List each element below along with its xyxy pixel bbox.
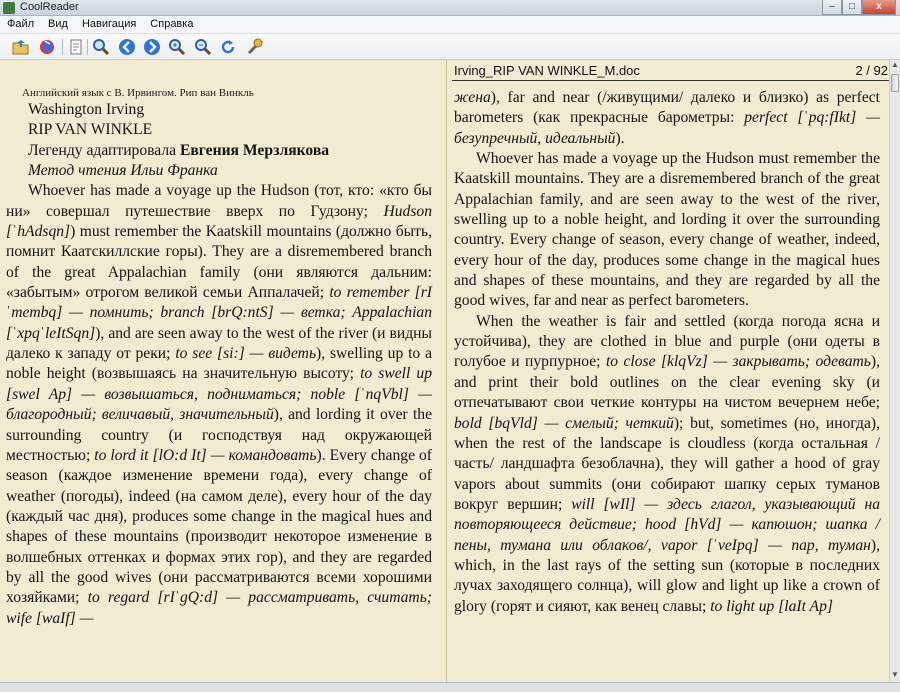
menu-file[interactable]: Файл [7,18,35,30]
close-button[interactable]: x [862,0,896,15]
toolbar [0,34,900,60]
maximize-button[interactable]: □ [842,0,862,15]
menu-help[interactable]: Справка [150,18,194,30]
back-icon[interactable] [117,37,137,57]
app-icon [3,2,15,14]
zoom-in-icon[interactable] [167,37,187,57]
vertical-scrollbar[interactable] [889,60,900,682]
recent-books-icon[interactable] [37,37,57,57]
status-bar [0,682,900,692]
paragraph: Whoever has made a voyage up the Hudson must remember the Kaatskill mountains. They are a disremembered branch of the great Appalachian family, and are seen away to the west of the river, swelling up to a noble height, and lording it over the surrounding country. Every change of season, every change of weather, indeed, every hour of the day, produces some change in the magical hues and shapes of these mountains, and they are regarded by all the good wives, far and near as perfect barometers. [454,150,880,310]
page-header-left: Английский язык с В. Ирвингом. Рип ван Винкль [22,87,254,99]
method-line: Метод чтения Ильи Франка [28,162,218,180]
paragraph: Whoever has made a voyage up the Hudson (тот, кто: «кто бы ни» совершал путешествие вверх по Гудзону; Hudson [ˈhAdsqn]) must remember the Kaatskill mountains (должно быть, помнит Каатскиллские горы). They are a disremembered branch of the great Appalachian family (они являются дальним: «забытым» отрогом великой семьи Аппалачей; to remember [rIˈmembq] — помнить; branch [brQ:ntS] — ветка; Appalachian [ˈxpqˈleItSqn]), and are seen away to the west of the river (и видны далеко к западу от реки; to see [si:] — видеть), swelling up to a noble height (возвышаясь на значительную высоту; to swell up [swel Ap] — возвышаться, подниматься; noble [ˈnqVbl] — благородный; величавый, значительный), and lording it over the surrounding country (и господствуя над окружающей местностью; to lord it [lO:d It] — командовать). Every change of season (каждое изменение времени года), every change of weather (погоды), indeed (на самом деле), every hour of the day (каждый час дня), produces some change in the magical hues and shapes of these mountains (производит некоторое изменение в волшебных оттенках и формах этих гор), and they are regarded by all the good wives (они рассматриваются всеми хорошими хозяйками; to regard [rIˈgQ:d] — рассматривать, считать; wife [waIf] — [6,182,433,627]
title-bar [0,0,900,16]
toc-icon[interactable] [66,37,86,57]
scroll-up-icon[interactable]: ▲ [891,60,899,69]
menu-navigation[interactable]: Навигация [81,18,137,30]
left-page-text [6,100,432,629]
page-number: 2 / 92 [855,63,888,78]
paragraph: жена), far and near (/живущими/ далеко и близко) as perfect barometers (как прекрасные барометры: perfect [ˈpq:fIkt] — безупречный, идеальный). [454,89,880,147]
open-file-icon[interactable] [11,37,31,57]
menu-view[interactable]: Вид [48,18,68,30]
zoom-out-icon[interactable] [193,37,213,57]
book-title: RIP VAN WINKLE [28,121,153,139]
right-page-text [454,88,880,617]
menu-bar [0,16,900,34]
page-header-right [452,62,889,81]
rotate-icon[interactable] [218,37,238,57]
scrollbar-thumb[interactable] [891,74,899,92]
window-title: CoolReader [20,1,79,13]
settings-icon[interactable] [245,37,265,57]
search-icon[interactable] [91,37,111,57]
page-divider [446,60,447,682]
scroll-down-icon[interactable]: ▼ [891,670,899,679]
minimize-button[interactable]: – [822,0,842,15]
book-author: Washington Irving [28,101,145,118]
adapted-by: Легенду адаптировала Евгения Мерзлякова [28,141,330,159]
forward-icon[interactable] [142,37,162,57]
reader-view[interactable] [0,60,900,682]
paragraph: When the weather is fair and settled (когда погода ясна и устойчива), they are clothed in blue and purple (они одеты в голубое и пурпурное; to close [klqVz] — закрывать; одевать), and print their bold outlines on the clear evening sky (и отпечатывают свои четкие контуры на чистом вечернем небе; bold [bqVld] — смелый; четкий); but, sometimes (но, иногда), when the rest of the landscape is cloudless (когда остальная /часть/ ландшафта безоблачна), they will gather a hood of gray vapors about summits (они собирают шапку серых туманов вокруг вершин; will [wIl] — здесь глагол, указывающий на повторяющееся действие; hood [hVd] — капюшон; шапка /пены, тумана или облаков/, vapor [ˈveIpq] — пар, туман), which, in the last rays of the setting sun (которые в последних лучах заходящего солнца), will glow and light up like a crown of glory (горят и сияют, как венец славы; to light up [laIt Ap] [454,312,880,615]
document-title: Irving_RIP VAN WINKLE_M.doc [454,63,640,78]
